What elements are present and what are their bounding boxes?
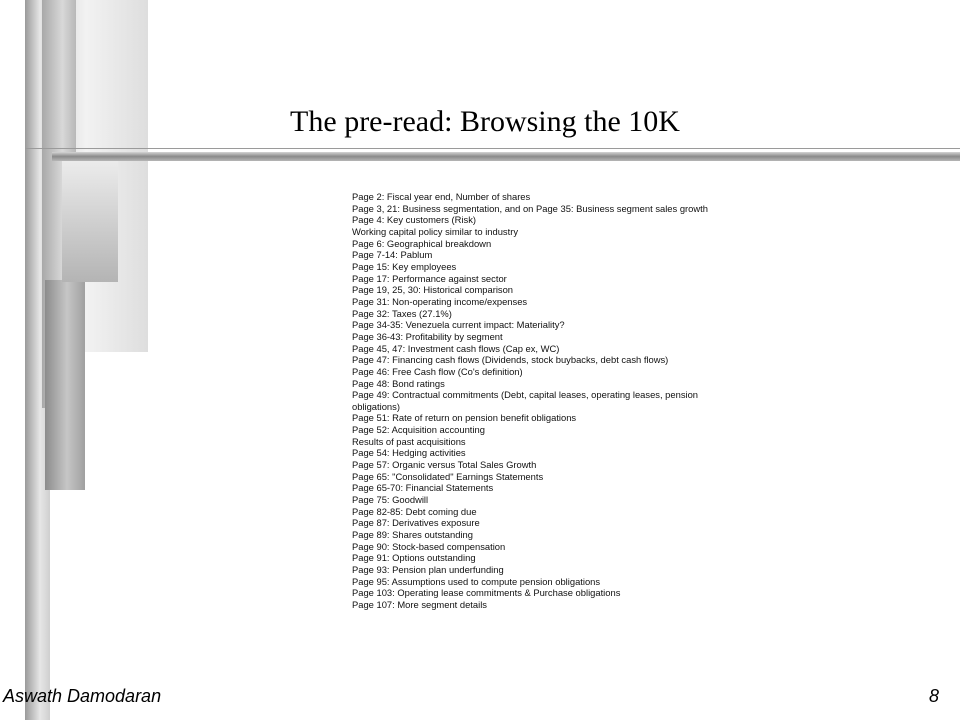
list-item: Page 87: Derivatives exposure	[352, 517, 480, 529]
list-item: Page 45, 47: Investment cash flows (Cap ex, WC)	[352, 342, 560, 354]
decorative-bar-short	[62, 160, 118, 282]
title-rule-thick	[52, 152, 960, 161]
list-item: Page 95: Assumptions used to compute pension obligations	[352, 575, 601, 587]
list-item: Page 65-70: Financial Statements	[352, 482, 494, 494]
title-rule-thin	[25, 148, 960, 149]
list-item: Page 46: Free Cash flow (Co's definition)	[352, 365, 523, 377]
decorative-bar-dark	[45, 280, 85, 490]
list-item: Page 82-85: Debt coming due	[352, 505, 477, 517]
list-item: Page 90: Stock-based compensation	[352, 540, 506, 552]
list-item: Page 15: Key employees	[352, 260, 457, 272]
list-item: Page 93: Pension plan underfunding	[352, 564, 504, 575]
list-item: Page 91: Options outstanding	[352, 552, 476, 564]
list-item: Page 17: Performance against sector	[352, 272, 507, 284]
list-item: Page 89: Shares outstanding	[352, 529, 473, 541]
list-item: Page 6: Geographical breakdown	[352, 237, 492, 249]
list-item: Page 52: Acquisition accounting	[352, 424, 485, 436]
list-item: Page 65: "Consolidated" Earnings Statements	[352, 470, 544, 482]
list-item: Page 2: Fiscal year end, Number of shares	[352, 191, 531, 202]
list-item: Page 47: Financing cash flows (Dividends, stock buybacks, debt cash flows)	[352, 354, 669, 366]
list-item: Results of past acquisitions	[352, 435, 466, 447]
list-item: Page 103: Operating lease commitments & Purchase obligations	[352, 587, 621, 599]
list-item: Page 19, 25, 30: Historical comparison	[352, 284, 514, 296]
list-item: Page 49: Contractual commitments (Debt, capital leases, operating leases, pension obligations)	[352, 389, 699, 412]
slide-title: The pre-read: Browsing the 10K	[290, 105, 680, 138]
list-item: Page 4: Key customers (Risk)	[352, 214, 476, 226]
list-item: Page 31: Non-operating income/expenses	[352, 295, 528, 307]
list-item: Page 36-43: Profitability by segment	[352, 330, 503, 342]
footer-author: Aswath Damodaran	[3, 686, 162, 706]
list-item: Page 54: Hedging activities	[352, 447, 466, 459]
list-item: Page 51: Rate of return on pension benefit obligations	[352, 412, 577, 424]
list-item: Page 34-35: Venezuela current impact: Materiality?	[352, 319, 565, 331]
list-item: Page 107: More segment details	[352, 598, 487, 610]
page-reference-list	[352, 191, 712, 611]
list-item: Working capital policy similar to industry	[352, 225, 519, 237]
list-item: Page 48: Bond ratings	[352, 377, 445, 389]
list-item: Page 75: Goodwill	[352, 494, 429, 506]
page-number: 8	[929, 686, 940, 706]
list-item: Page 3, 21: Business segmentation, and on Page 35: Business segment sales growth	[352, 202, 708, 214]
list-item: Page 57: Organic versus Total Sales Growth	[352, 459, 537, 471]
list-item: Page 7-14: Pablum	[352, 249, 433, 261]
list-item: Page 32: Taxes (27.1%)	[352, 307, 452, 319]
